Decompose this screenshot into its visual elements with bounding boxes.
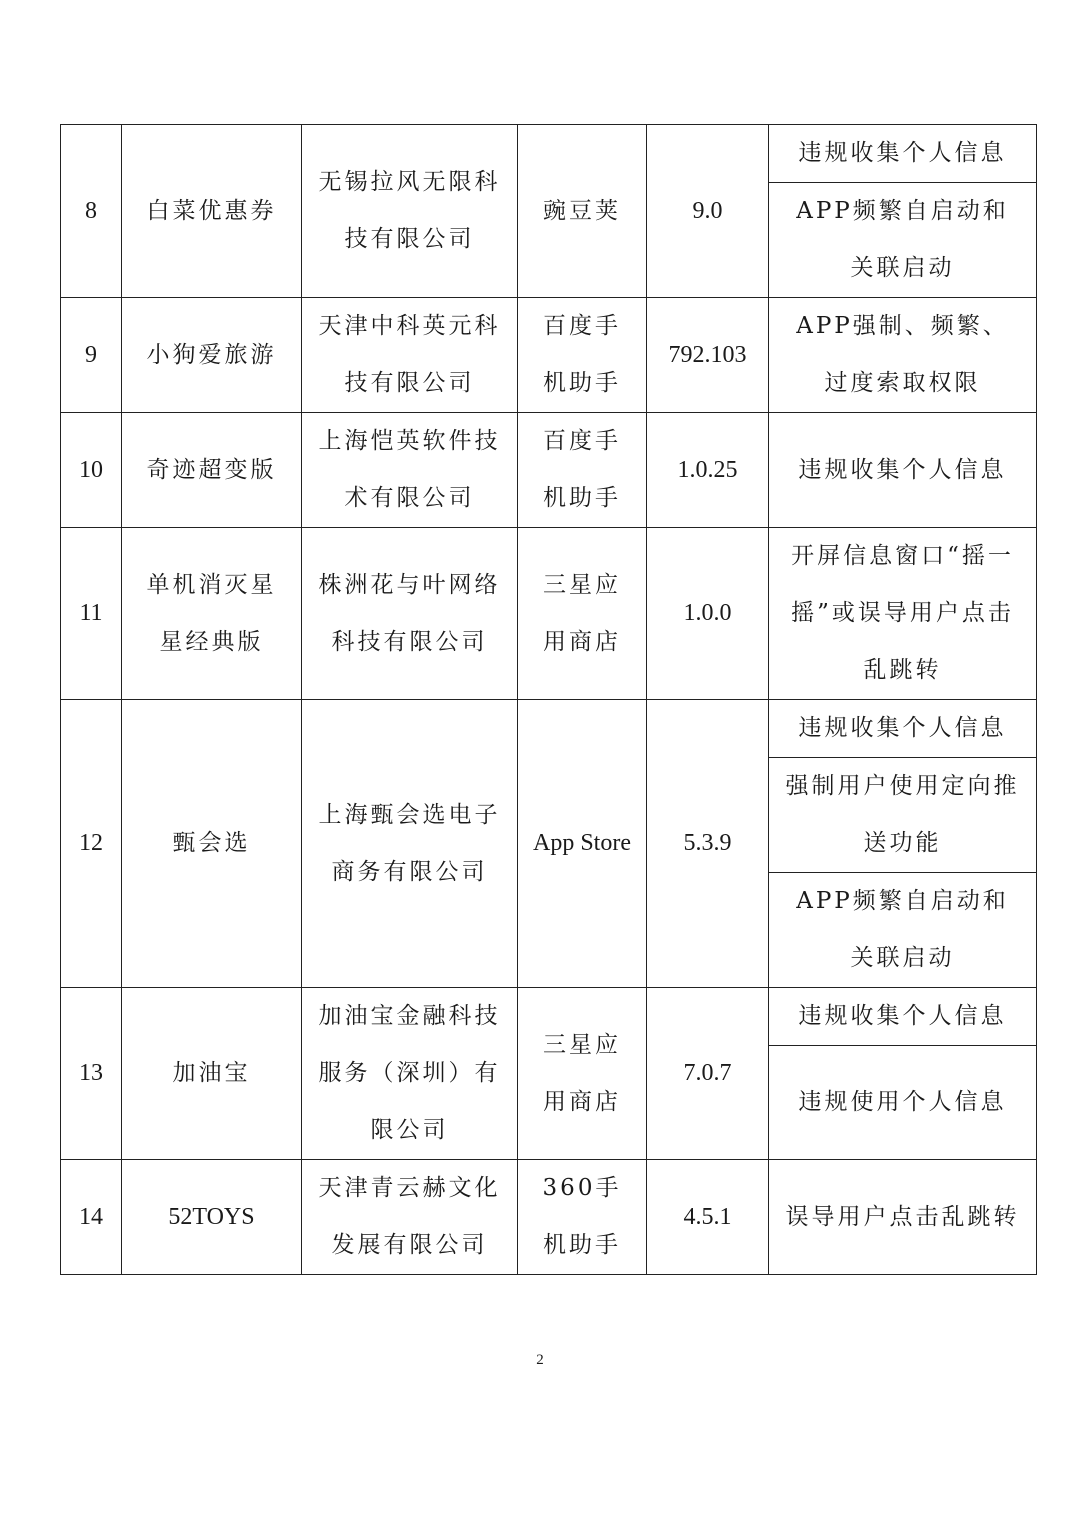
app-version: 1.0.0 bbox=[647, 528, 769, 700]
issue-cell: 违规使用个人信息 bbox=[769, 1046, 1037, 1160]
issue-cell: 开屏信息窗口“摇一摇”或误导用户点击乱跳转 bbox=[769, 528, 1037, 700]
issue-cell: 违规收集个人信息 bbox=[769, 988, 1037, 1046]
table-row bbox=[61, 988, 1037, 1046]
table-row bbox=[61, 700, 1037, 758]
app-store: 百度手机助手 bbox=[518, 298, 647, 413]
issue-cell: 违规收集个人信息 bbox=[769, 125, 1037, 183]
developer-company: 无锡拉风无限科技有限公司 bbox=[302, 125, 518, 298]
issue-cell: 强制用户使用定向推送功能 bbox=[769, 758, 1037, 873]
table-row bbox=[61, 413, 1037, 528]
row-number: 14 bbox=[61, 1160, 122, 1275]
row-number: 13 bbox=[61, 988, 122, 1160]
app-store: 豌豆荚 bbox=[518, 125, 647, 298]
issue-cell: APP频繁自启动和关联启动 bbox=[769, 873, 1037, 988]
table-row bbox=[61, 125, 1037, 183]
app-version: 1.0.25 bbox=[647, 413, 769, 528]
developer-company: 天津青云赫文化发展有限公司 bbox=[302, 1160, 518, 1275]
app-name: 奇迹超变版 bbox=[122, 413, 302, 528]
row-number: 10 bbox=[61, 413, 122, 528]
row-number: 9 bbox=[61, 298, 122, 413]
app-name: 甄会选 bbox=[122, 700, 302, 988]
app-store: 百度手机助手 bbox=[518, 413, 647, 528]
app-name: 白菜优惠券 bbox=[122, 125, 302, 298]
developer-company: 上海恺英软件技术有限公司 bbox=[302, 413, 518, 528]
app-name: 加油宝 bbox=[122, 988, 302, 1160]
table-row bbox=[61, 298, 1037, 413]
app-store: 三星应用商店 bbox=[518, 988, 647, 1160]
app-version: 9.0 bbox=[647, 125, 769, 298]
app-version: 4.5.1 bbox=[647, 1160, 769, 1275]
app-store: 三星应用商店 bbox=[518, 528, 647, 700]
issue-cell: APP强制、频繁、过度索取权限 bbox=[769, 298, 1037, 413]
table-row bbox=[61, 528, 1037, 700]
app-name: 小狗爱旅游 bbox=[122, 298, 302, 413]
app-violation-table bbox=[60, 124, 1037, 1275]
developer-company: 株洲花与叶网络科技有限公司 bbox=[302, 528, 518, 700]
developer-company: 天津中科英元科技有限公司 bbox=[302, 298, 518, 413]
app-store: App Store bbox=[518, 700, 647, 988]
developer-company: 上海甄会选电子商务有限公司 bbox=[302, 700, 518, 988]
issue-cell: 违规收集个人信息 bbox=[769, 700, 1037, 758]
page-number: 2 bbox=[536, 1352, 544, 1368]
issue-cell: 误导用户点击乱跳转 bbox=[769, 1160, 1037, 1275]
app-name: 52TOYS bbox=[122, 1160, 302, 1275]
app-name: 单机消灭星星经典版 bbox=[122, 528, 302, 700]
row-number: 12 bbox=[61, 700, 122, 988]
row-number: 11 bbox=[61, 528, 122, 700]
table-row bbox=[61, 1160, 1037, 1275]
issue-cell: APP频繁自启动和关联启动 bbox=[769, 183, 1037, 298]
app-store: 360手机助手 bbox=[518, 1160, 647, 1275]
issue-cell: 违规收集个人信息 bbox=[769, 413, 1037, 528]
row-number: 8 bbox=[61, 125, 122, 298]
app-version: 792.103 bbox=[647, 298, 769, 413]
app-version: 7.0.7 bbox=[647, 988, 769, 1160]
developer-company: 加油宝金融科技服务（深圳）有限公司 bbox=[302, 988, 518, 1160]
app-version: 5.3.9 bbox=[647, 700, 769, 988]
